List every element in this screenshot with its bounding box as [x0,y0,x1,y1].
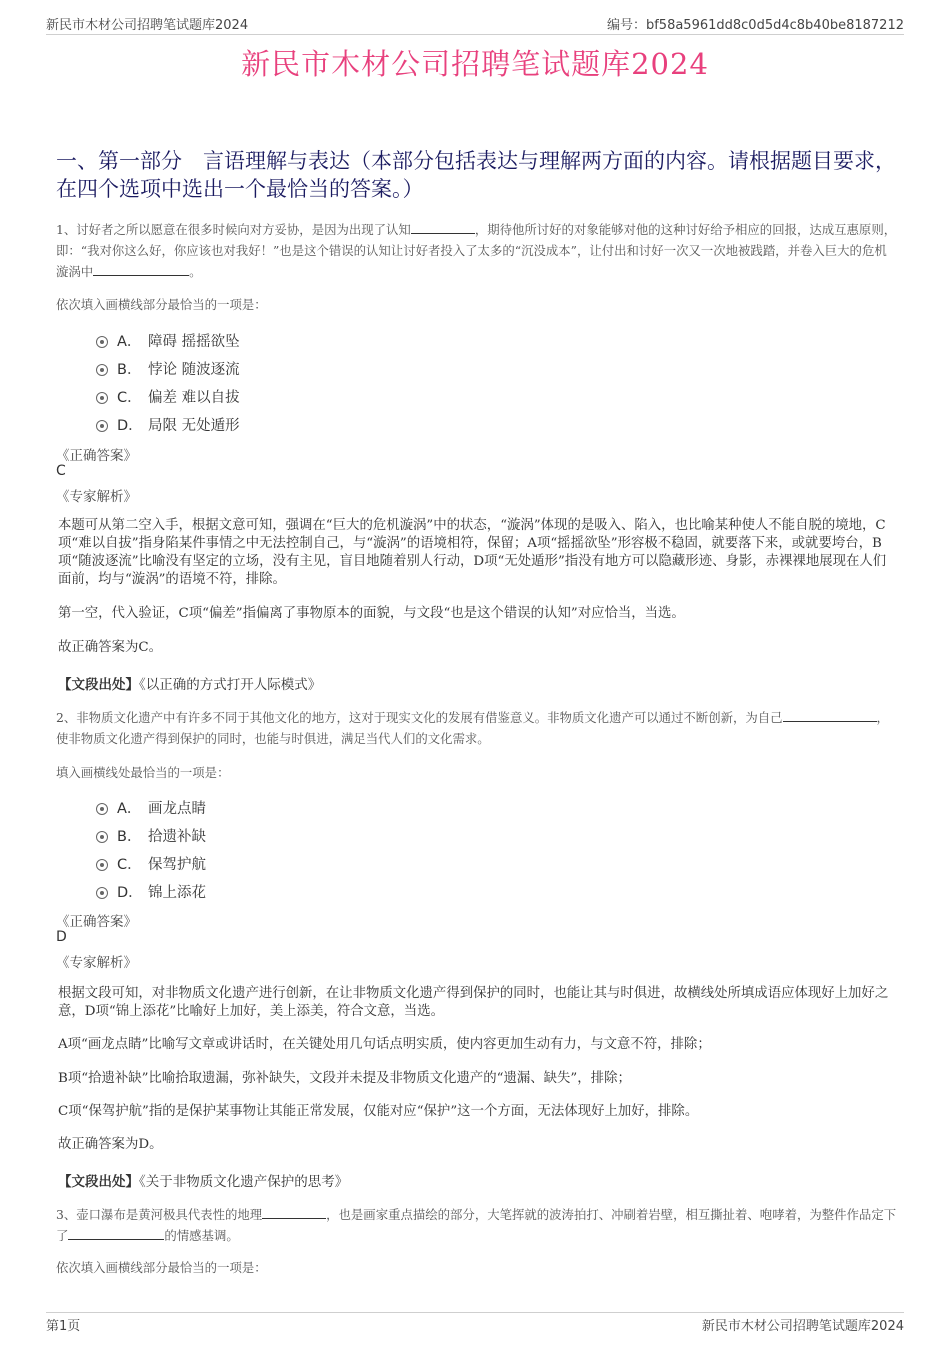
header-doc-title: 新民市木材公司招聘笔试题库2024 [46,18,249,33]
option-text: 拾遗补缺 [148,829,206,845]
passage-source-title: 《以正确的方式打开人际模式》 [139,677,322,693]
analysis-paragraph: A项“画龙点睛”比喻写文章或讲话时，在关键处用几句话点明实质，使内容更加生动有力，与文意不符，排除； [58,1037,711,1052]
analysis-paragraph: 根据文段可知，对非物质文化遗产进行创新，在让非物质文化遗产得到保护的同时，也能让其与时俱进，故横线处所填成语应体现好上加好之意，D项“锦上添花”比喻好上加好，美上添美，符合文意，当选。 [58,986,889,1019]
page-title: 新民市木材公司招聘笔试题库2024 [241,47,709,81]
option-text: 障碍 摇摇欲坠 [148,334,240,350]
page-number: 第1页 [46,1319,81,1334]
option-text: 悖论 随波逐流 [148,362,240,378]
analysis-paragraph: 本题可从第二空入手，根据文意可知，强调在“巨大的危机漩涡”中的状态，“漩涡”体现的是吸入、陷入，也比喻某种使人不能自脱的境地，C项“难以自拔”指身陷某件事情之中无法控制自己，与“漩涡”的语境相符，保留；A项“摇摇欲坠”形容极不稳固，就要落下来，或就要垮台，B项“随波逐流”比喻没有坚定的立场，没有主见，盲目地随着别人行动，D项“无处遁形”指没有地方可以隐藏形迹、身影，赤裸裸地展现在人们面前，均与“漩涡”的语境不符，排除。 [58,518,887,587]
radio-icon[interactable] [96,420,108,432]
question-1-part-3: 。 [189,264,202,279]
blank-line [411,221,475,234]
option-text: 画龙点睛 [148,801,206,817]
radio-icon[interactable] [96,336,108,348]
passage-source [58,673,321,693]
question-1-part-1: 1、讨好者之所以愿意在很多时候向对方妥协，是因为出现了认知 [56,222,411,237]
passage-source-tag: 【文段出处】 [58,677,139,693]
analysis-paragraph: B项“拾遗补缺”比喻拾取遗漏，弥补缺失，文段并未提及非物质文化遗产的“遗漏、缺失”，排除； [58,1071,631,1086]
question-2-text [56,707,898,749]
option-text: 锦上添花 [148,885,206,901]
expert-analysis-label: 《专家解析》 [56,955,137,971]
blank-line [93,263,189,276]
question-3-part-3: 的情感基调。 [164,1228,239,1243]
option-text: 保驾护航 [148,857,206,873]
blank-line [68,1227,164,1240]
option-label: D． [117,885,143,901]
question-3-part-1: 3、壶口瀑布是黄河极具代表性的地理 [56,1207,263,1222]
option-label: C． [117,857,142,873]
blank-line [783,709,877,722]
correct-answer-value: C [56,463,66,479]
question-2-part-1: 2、非物质文化遗产中有许多不同于其他文化的地方，这对于现实文化的发展有借鉴意义。非物质文化遗产可以通过不断创新，为自己 [56,710,783,725]
option-text: 偏差 难以自拔 [148,390,240,406]
blank-line [262,1206,326,1219]
option-label: B． [117,829,142,845]
question-3-part-2: ，也是画家重点描绘的部分，大笔挥就的波涛拍打、冲刷着岩壁，相互撕扯着、咆哮着，为整件作品定下了 [56,1207,897,1243]
radio-icon[interactable] [96,859,108,871]
analysis-paragraph: C项“保驾护航”指的是保护某事物让其能正常发展，仅能对应“保护”这一个方面，无法体现好上加好，排除。 [58,1104,699,1119]
passage-source-tag: 【文段出处】 [58,1174,139,1190]
analysis-paragraph: 故正确答案为D。 [58,1137,163,1152]
correct-answer-value: D [56,929,67,945]
option-label: A． [117,801,142,817]
radio-icon[interactable] [96,392,108,404]
question-1-instruction: 依次填入画横线部分最恰当的一项是： [56,297,267,312]
option-label: A． [117,334,142,350]
correct-answer-label: 《正确答案》 [56,914,137,930]
footer-doc-title: 新民市木材公司招聘笔试题库2024 [701,1319,904,1334]
analysis-paragraph: 故正确答案为C。 [58,640,162,655]
header-doc-id: 编号：bf58a5961dd8c0d5d4c8b40be8187212 [606,18,904,33]
radio-icon[interactable] [96,803,108,815]
question-1-part-2: ，期待他所讨好的对象能够对他的这种讨好给予相应的回报，达成互惠原则，即：“我对你这么好，你应该也对我好！”也是这个错误的认知让讨好者投入了太多的“沉没成本”，让付出和讨好一次又一次地被践踏，并卷入巨大的危机漩涡中 [56,222,897,279]
expert-analysis-label: 《专家解析》 [56,489,137,505]
option-text: 局限 无处遁形 [148,418,240,434]
question-2-part-2: ，使非物质文化遗产得到保护的同时，也能与时俱进，满足当代人们的文化需求。 [56,710,889,746]
radio-icon[interactable] [96,831,108,843]
option-label: C． [117,390,142,406]
correct-answer-label: 《正确答案》 [56,448,137,464]
question-2-instruction: 填入画横线处最恰当的一项是： [56,765,230,780]
analysis-paragraph: 第一空，代入验证，C项“偏差”指偏离了事物原本的面貌，与文段“也是这个错误的认知”对应恰当，当选。 [58,606,685,621]
passage-source-title: 《关于非物质文化遗产保护的思考》 [139,1174,349,1190]
page-header [46,14,904,35]
page-footer [46,1312,904,1333]
radio-icon[interactable] [96,364,108,376]
question-1-text [56,219,898,282]
question-3-instruction: 依次填入画横线部分最恰当的一项是： [56,1260,267,1275]
option-label: B． [117,362,142,378]
option-label: D． [117,418,143,434]
section-heading: 一、第一部分 言语理解与表达（本部分包括表达与理解两方面的内容。请根据题目要求，在四个选项中选出一个最恰当的答案。） [56,149,896,201]
radio-icon[interactable] [96,887,108,899]
question-3-text [56,1204,898,1246]
passage-source [58,1170,348,1190]
